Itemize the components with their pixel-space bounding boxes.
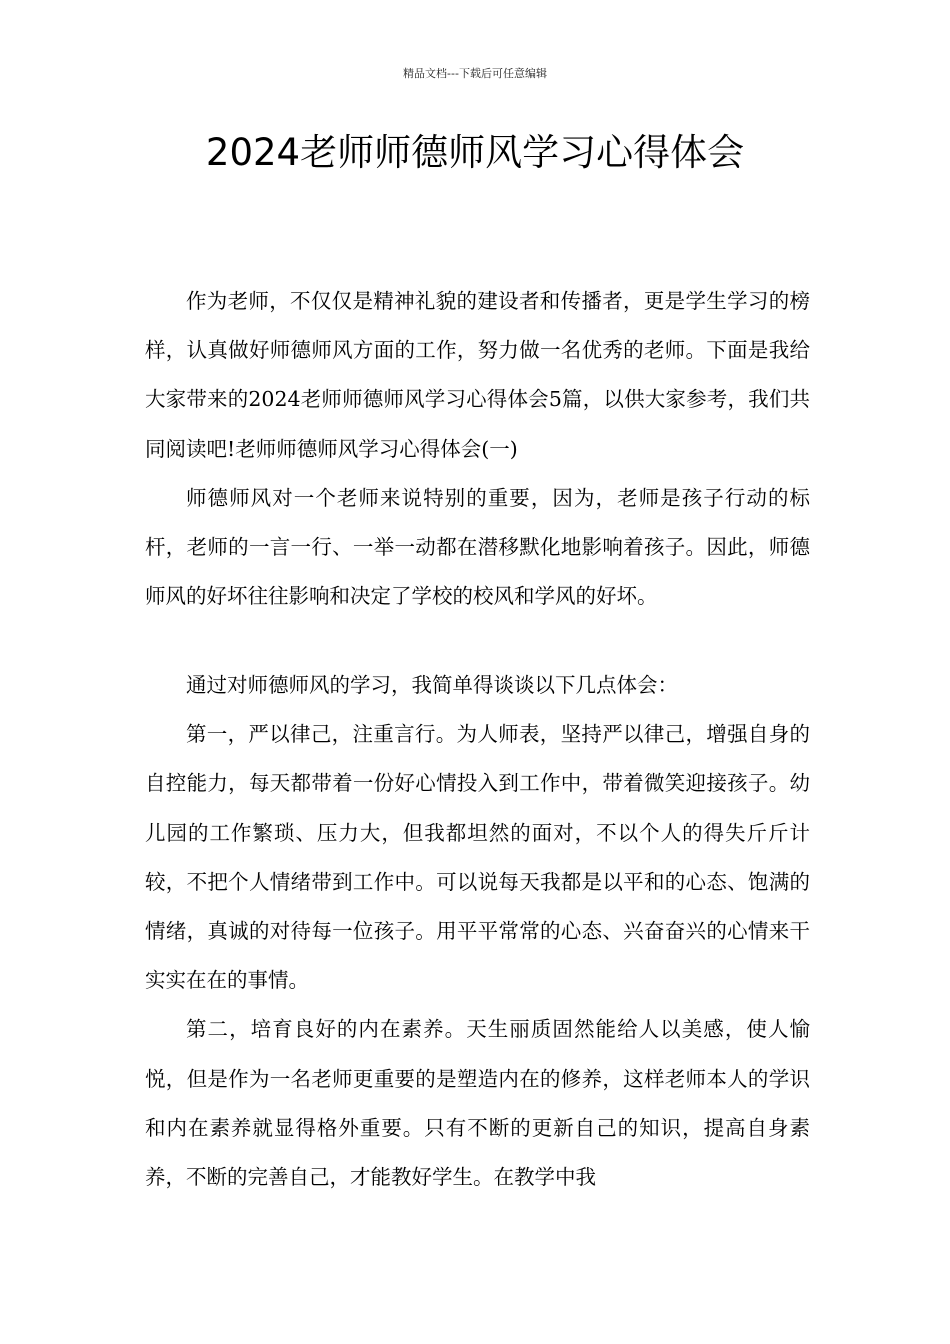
- document-title: 2024老师师德师风学习心得体会: [205, 131, 745, 174]
- paragraph-points-intro: 通过对师德师风的学习，我简单得谈谈以下几点体会：: [186, 673, 678, 697]
- paragraph-point-one: 第一，严以律己，注重言行。为人师表，坚持严以律己，增强自身的自控能力，每天都带着一份好心情投入到工作中，带着微笑迎接孩子。幼儿园的工作繁琐、压力大，但我都坦然的面对，不以个人的得失斤斤计较，不把个人情绪带到工作中。可以说每天我都是以平和的心态、饱满的情绪，真诚的对待每一位孩子。用平平常常的心态、兴奋奋兴的心情来干实实在在的事情。: [145, 722, 810, 993]
- body-section-points: [145, 661, 810, 1202]
- paragraph-importance: 师德师风对一个老师来说特别的重要，因为，老师是孩子行动的标杆，老师的一言一行、一举一动都在潜移默化地影响着孩子。因此，师德师风的好坏往往影响和决定了学校的校风和学风的好坏。: [145, 485, 810, 609]
- header-note: 精品文档---下载后可任意编辑: [403, 67, 547, 80]
- body-section-intro: [145, 277, 810, 621]
- paragraph-point-two: 第二，培育良好的内在素养。天生丽质固然能给人以美感，使人愉悦，但是作为一名老师更重要的是塑造内在的修养，这样老师本人的学识和内在素养就显得格外重要。只有不断的更新自己的知识，提高自身素养，不断的完善自己，才能教好学生。在教学中我: [145, 1017, 810, 1190]
- paragraph-intro: 作为老师，不仅仅是精神礼貌的建设者和传播者，更是学生学习的榜样，认真做好师德师风方面的工作，努力做一名优秀的老师。下面是我给大家带来的2024老师师德师风学习心得体会5篇，以供大家参考，我们共同阅读吧!老师师德师风学习心得体会(一): [145, 289, 810, 461]
